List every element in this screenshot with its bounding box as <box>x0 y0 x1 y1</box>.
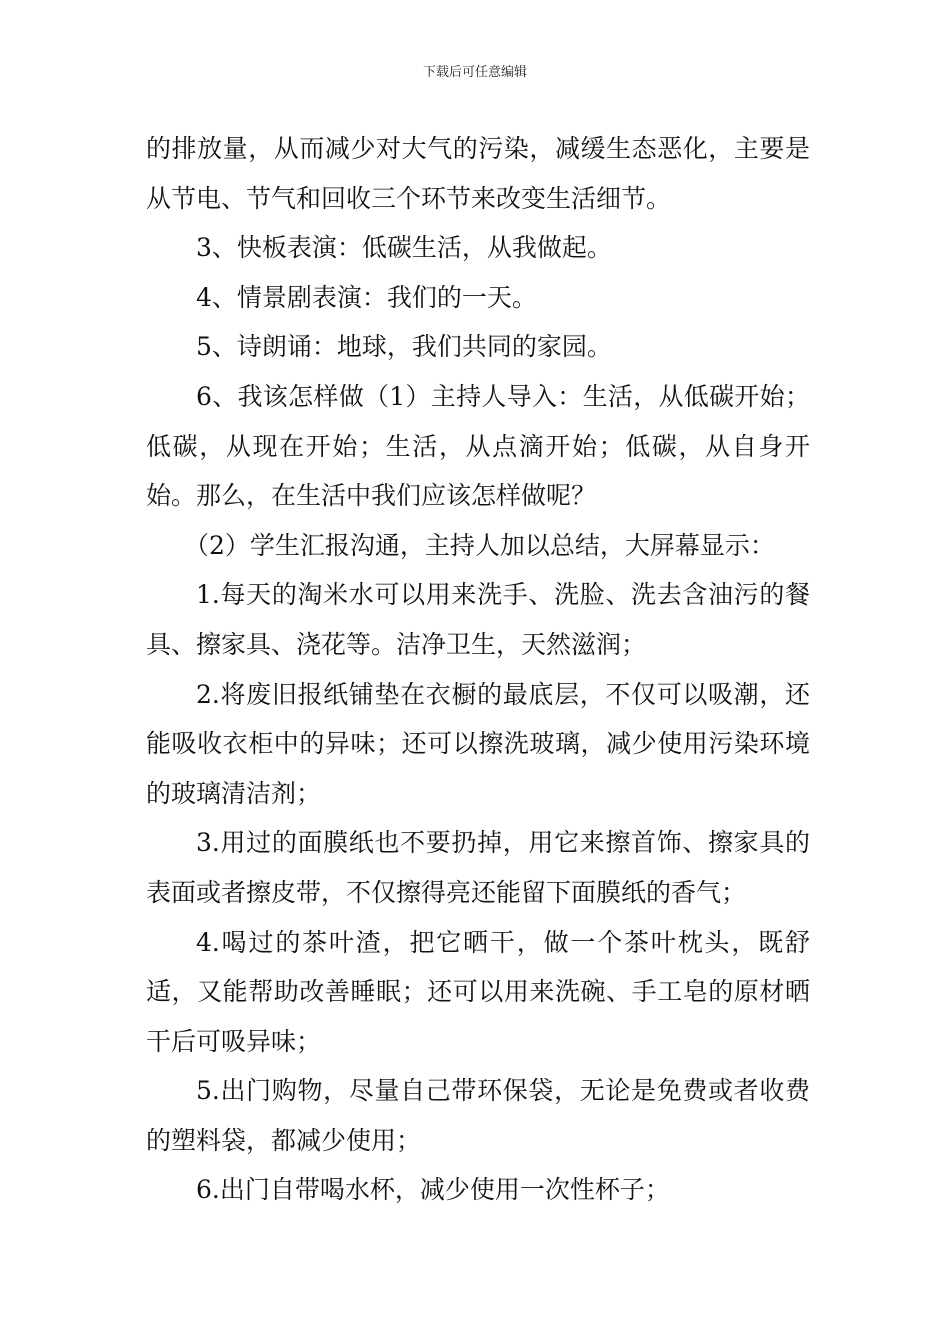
paragraph-item-3: 3、快板表演：低碳生活，从我做起。 <box>196 233 612 263</box>
paragraph-item-5: 5、诗朗诵：地球，我们共同的家园。 <box>196 332 612 362</box>
list-item-5: 5.出门购物，尽量自己带环保袋，无论是免费或者收费的塑料袋，都减少使用； <box>146 1076 810 1155</box>
list-item-1: 1.每天的淘米水可以用来洗手、洗脸、洗去含油污的餐具、擦家具、浇花等。洁净卫生，天然滋润； <box>146 580 810 659</box>
document-body <box>146 124 810 1215</box>
paragraph-item-6: 6、我该怎样做（1）主持人导入：生活，从低碳开始；低碳，从现在开始；生活，从点滴开始；低碳，从自身开始。那么，在生活中我们应该怎样做呢？ <box>146 381 810 511</box>
list-item-3: 3.用过的面膜纸也不要扔掉，用它来擦首饰、擦家具的表面或者擦皮带，不仅擦得亮还能留下面膜纸的香气； <box>146 828 810 907</box>
paragraph-item-4: 4、情景剧表演：我们的一天。 <box>196 282 537 312</box>
list-item-6: 6.出门自带喝水杯，减少使用一次性杯子； <box>196 1175 670 1205</box>
paragraph-sub-2: （2）学生汇报沟通，主持人加以总结，大屏幕显示： <box>184 530 775 560</box>
list-item-2: 2.将废旧报纸铺垫在衣橱的最底层，不仅可以吸潮，还能吸收衣柜中的异味；还可以擦洗玻璃，减少使用污染环境的玻璃清洁剂； <box>146 679 810 808</box>
page-header-note: 下载后可任意编辑 <box>422 65 527 80</box>
list-item-4: 4.喝过的茶叶渣，把它晒干，做一个茶叶枕头，既舒适，又能帮助改善睡眠；还可以用来洗碗、手工皂的原材晒干后可吸异味； <box>146 927 810 1056</box>
paragraph-continuation: 的排放量，从而减少对大气的污染，减缓生态恶化，主要是从节电、节气和回收三个环节来改变生活细节。 <box>146 134 810 213</box>
